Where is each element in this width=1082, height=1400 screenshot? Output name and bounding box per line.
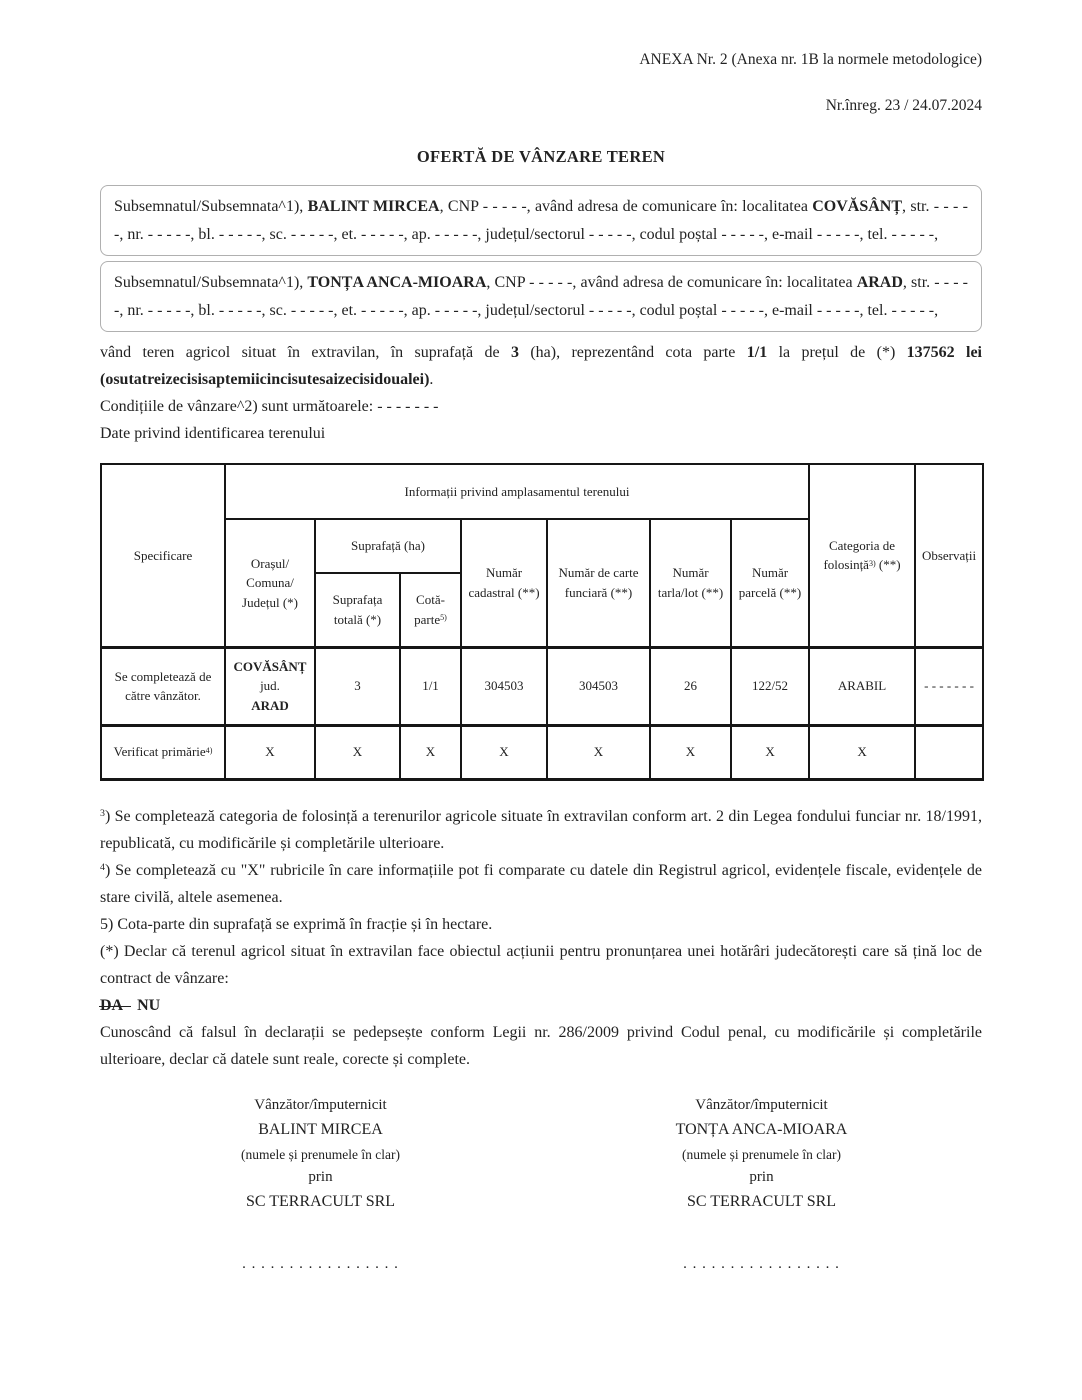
signature1-name: BALINT MIRCEA (258, 1120, 383, 1138)
row-label-seller: Se completează de către vânzător. (101, 647, 225, 725)
signature1-prin: prin (308, 1168, 333, 1185)
signature2-clar-note: (numele și prenumele în clar) (682, 1146, 841, 1162)
penal-declaration: Cunoscând că falsul în declarații se pedepsește conform Legii nr. 286/2009 privind Codul penal, cu modificările și completările ulterioare, declar că datele sunt reale, corecte și complete. (100, 1023, 982, 1068)
signature2-role: Vânzător/împuternicit (695, 1096, 828, 1113)
verify-footref: 4) (205, 745, 213, 755)
categoria-footref: 3) (868, 558, 876, 568)
row-label-verify (101, 725, 225, 779)
seller2-locality: ARAD (856, 274, 903, 291)
seller1-address-segment: , str. - - - - -, nr. - - - - -, bl. - - - - -, sc. - - - - -, et. - - - - -, ap. - - - - -, județul/sectorul - - - - -, codul poștal - - - - -, e-mail - - - - -, tel. - - - - -, (114, 198, 969, 243)
cell-oras-locality: COVĂSÂNȚ (233, 658, 307, 674)
header-cota-parte (400, 573, 461, 647)
da-option-strikethrough: DA (100, 992, 123, 1019)
sale-text-1: vând teren agricol situat în extravilan, în suprafață de (100, 344, 511, 361)
da-nu-line (100, 992, 982, 1019)
verify-mark-2: X (315, 725, 400, 779)
verify-mark-1: X (225, 725, 315, 779)
header-suprafata-band: Suprafață (ha) (315, 519, 461, 573)
registration-number: Nr.înreg. 23 / 24.07.2024 (825, 97, 982, 114)
table-header-row-1 (101, 464, 983, 519)
verify-mark-6: X (650, 725, 731, 779)
header-nr-carte: Număr de carte funciară (**) (547, 519, 650, 647)
cell-oras (225, 647, 315, 725)
nu-option: NU (137, 996, 161, 1014)
conditions-line: Condițiile de vânzare^2) sunt următoarele: - - - - - - - (100, 398, 439, 415)
verify-data-row (101, 725, 983, 779)
page-title: OFERTĂ DE VÂNZARE TEREN (416, 147, 666, 166)
header-nr-parcela: Număr parcelă (**) (731, 519, 809, 647)
seller2-intro: Subsemnatul/Subsemnata^1), (114, 274, 308, 291)
signature-block-seller2 (541, 1097, 982, 1273)
footnote-4-text: ) Se completează cu "X" rubricile în care informațiile pot fi comparate cu datele din Registrul agricol, evidențele fiscale, evidențele de stare civilă, altele asemenea. (100, 861, 982, 906)
signature2-dotted-line: . . . . . . . . . . . . . . . . . (683, 1255, 840, 1272)
signatures-section (100, 1097, 982, 1273)
seller1-cnp-segment: , CNP - - - - -, având adresa de comunicare în: localitatea (439, 198, 813, 215)
oras-line-2: Comuna/ (246, 575, 294, 590)
header-info-band: Informații privind amplasamentul terenului (225, 464, 809, 519)
land-identification-table (100, 463, 984, 781)
sale-paragraph (100, 339, 982, 393)
sale-area-value: 3 (510, 344, 519, 361)
verify-mark-3: X (400, 725, 461, 779)
header-observatii: Observații (915, 464, 983, 647)
signature-block-seller1 (100, 1097, 541, 1273)
header-nr-cadastral: Număr cadastral (**) (461, 519, 547, 647)
land-data-label: Date privind identificarea terenului (100, 425, 326, 442)
verify-mark-8: X (809, 725, 915, 779)
seller1-intro: Subsemnatul/Subsemnata^1), (114, 198, 308, 215)
seller1-name: BALINT MIRCEA (307, 198, 440, 215)
sale-text-3: la prețul de (*) (767, 344, 907, 361)
verify-mark-7: X (731, 725, 809, 779)
seller1-locality: COVĂSÂNȚ (812, 198, 903, 215)
sale-text-2: (ha), reprezentând cota parte (518, 344, 747, 361)
signature2-name: TONȚA ANCA-MIOARA (675, 1120, 848, 1138)
footnotes-section (100, 803, 982, 1073)
cota-footref: 5) (440, 613, 447, 623)
signature2-company: SC TERRACULT SRL (686, 1192, 837, 1210)
star-declaration: (*) Declar că terenul agricol situat în extravilan face obiectul acțiunii pentru pronunțarea unei hotărâri judecătorești care să țină loc de contract de vânzare: (100, 942, 982, 987)
verify-mark-4: X (461, 725, 547, 779)
header-suprafata-totala: Suprafața totală (*) (315, 573, 400, 647)
header-specificare: Specificare (101, 464, 225, 647)
seller-data-row (101, 647, 983, 725)
seller2-cnp-segment: , CNP - - - - -, având adresa de comunicare în: localitatea (486, 274, 857, 291)
cota-text: Cotă-parte (414, 592, 445, 627)
footnote-3 (100, 803, 982, 857)
seller2-declaration-box (100, 261, 982, 332)
footnote-3-ref: 3 (100, 808, 105, 820)
header-categoria (809, 464, 915, 647)
cell-parcela: 122/52 (731, 647, 809, 725)
seller2-name: TONȚA ANCA-MIOARA (307, 274, 487, 291)
cell-cadastral: 304503 (461, 647, 547, 725)
verify-label-text: Verificat primărie (113, 744, 206, 760)
verify-observatii (915, 725, 983, 779)
footnote-3-text: ) Se completează categoria de folosință a terenurilor agricole situate în extravilan conform art. 2 din Legea fondului funciar nr. 18/1991, republicată, cu modificările și completările ulterioare. (100, 807, 982, 852)
categoria-suffix: (**) (875, 557, 901, 573)
signature1-clar-note: (numele și prenumele în clar) (241, 1146, 400, 1162)
signature1-dotted-line: . . . . . . . . . . . . . . . . . (242, 1255, 399, 1272)
sale-price-value: 137562 lei (906, 344, 982, 361)
signature1-role: Vânzător/împuternicit (254, 1096, 387, 1113)
seller1-declaration-box (100, 185, 982, 256)
anexa-heading: ANEXA Nr. 2 (Anexa nr. 1B la normele metodologice) (639, 51, 982, 68)
cell-carte: 304503 (547, 647, 650, 725)
cell-oras-county: ARAD (251, 697, 289, 713)
footnote-5: 5) Cota-parte din suprafață se exprimă în fracție și în hectare. (100, 915, 493, 933)
header-oras (225, 519, 315, 647)
seller2-address-segment: , str. - - - - -, nr. - - - - -, bl. - - - - -, sc. - - - - -, et. - - - - -, ap. - - - - -, județul/sectorul - - - - -, codul poștal - - - - -, e-mail - - - - -, tel. - - - - -, (114, 274, 968, 319)
verify-mark-5: X (547, 725, 650, 779)
cell-categoria: ARABIL (809, 647, 915, 725)
sale-share-value: 1/1 (746, 344, 768, 361)
cell-suprafata: 3 (315, 647, 400, 725)
sale-text-5: . (429, 371, 434, 388)
cell-observatii: - - - - - - - (915, 647, 983, 725)
footnote-4 (100, 857, 982, 911)
sale-price-words: (osutatreizecisisaptemiicincisutesaizecisidoualei) (100, 371, 430, 388)
header-nr-tarla: Număr tarla/lot (**) (650, 519, 731, 647)
footnote-4-ref: 4 (100, 862, 105, 874)
categoria-text: Categoria de folosință (823, 537, 896, 573)
oras-line-1: Orașul/ (250, 555, 290, 571)
cell-tarla: 26 (650, 647, 731, 725)
cell-cota: 1/1 (400, 647, 461, 725)
signature1-company: SC TERRACULT SRL (245, 1192, 396, 1210)
cell-oras-jud: jud. (260, 678, 280, 694)
oras-line-3: Județul (*) (242, 594, 298, 610)
signature2-prin: prin (749, 1168, 774, 1185)
